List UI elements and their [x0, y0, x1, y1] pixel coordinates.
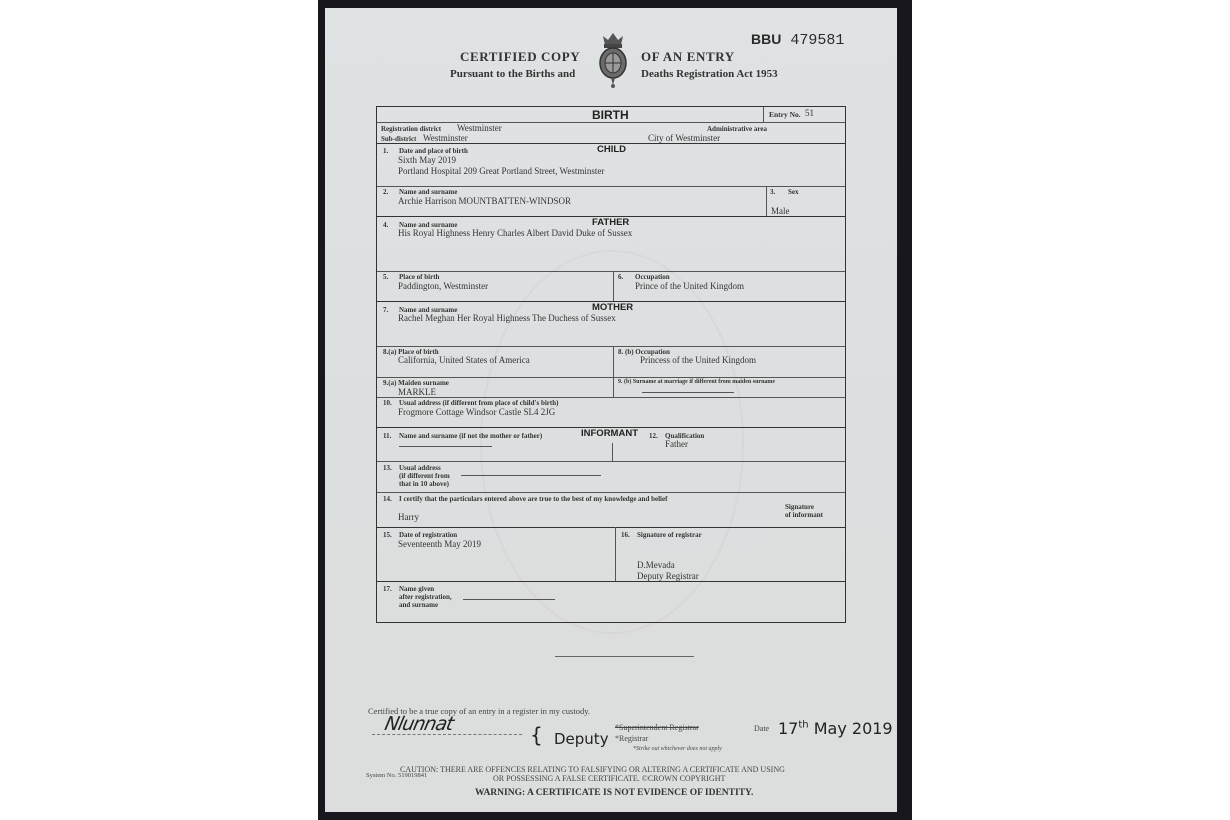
field-8a-label: 8.(a) Place of birth: [383, 348, 439, 356]
strike-out-note: *Strike out whichever does not apply: [633, 746, 722, 752]
informant-signature: Harry: [398, 512, 419, 522]
field-9b-blank-line: [642, 392, 734, 393]
mother-usual-address: Frogmore Cottage Windsor Castle SL4 2JG: [398, 407, 556, 417]
royal-crest-icon: [597, 31, 629, 89]
option-registrar: *Registrar: [615, 734, 649, 743]
field-17-number: 17.: [383, 585, 392, 593]
field-13-blank-line: [461, 475, 601, 476]
administrative-area-value: City of Westminster: [648, 133, 721, 143]
field-1-number: 1.: [383, 147, 389, 155]
form-title: BIRTH: [592, 108, 629, 122]
certifier-signature: Nlunnat: [382, 713, 456, 735]
father-name: His Royal Highness Henry Charles Albert David Duke of Sussex: [398, 228, 633, 238]
section-informant: INFORMANT: [581, 428, 638, 439]
administrative-area-label: Administrative area: [707, 125, 767, 133]
field-16-label: Signature of registrar: [637, 531, 702, 539]
serial-number: [751, 31, 844, 49]
registration-district-label: Registration district: [381, 125, 442, 133]
system-number: System No. 519019841: [366, 772, 428, 779]
field-14-label: I certify that the particulars entered above are true to the best of my knowledge and belief: [399, 495, 668, 503]
father-occupation: Prince of the United Kingdom: [635, 281, 744, 291]
field-4-number: 4.: [383, 221, 389, 229]
field-9a-label: 9.(a) Maiden surname: [383, 379, 449, 387]
field-1-label: Date and place of birth: [399, 147, 468, 155]
date-suffix: th: [798, 719, 809, 731]
field-11-number: 11.: [383, 432, 392, 440]
field-6-label: Occupation: [635, 273, 670, 281]
field-5-label: Place of birth: [399, 273, 440, 281]
field-10-number: 10.: [383, 399, 392, 407]
title-right: OF AN ENTRY: [641, 49, 735, 64]
child-sex: Male: [771, 206, 790, 216]
birth-entry-form: [376, 106, 846, 623]
section-child: CHILD: [597, 144, 627, 155]
field-14-number: 14.: [383, 495, 392, 503]
registration-district-value: Westminster: [457, 123, 502, 133]
field-15-number: 15.: [383, 531, 392, 539]
field-7-number: 7.: [383, 306, 389, 314]
field-12-label: Qualification: [665, 432, 705, 440]
handwritten-date: [778, 719, 893, 738]
caution-line-1: CAUTION: THERE ARE OFFENCES RELATING TO FALSIFYING OR ALTERING A CERTIFICATE AND USING: [400, 765, 785, 774]
caution-line-2: OR POSSESSING A FALSE CERTIFICATE. ©CROWN COPYRIGHT: [493, 774, 726, 783]
title-left: CERTIFIED COPY: [460, 49, 581, 64]
registrar-title: Deputy Registrar: [637, 571, 699, 581]
field-16-number: 16.: [621, 531, 630, 539]
child-place-of-birth: Portland Hospital 209 Great Portland Street, Westminster: [398, 166, 605, 176]
mother-occupation: Princess of the United Kingdom: [640, 355, 756, 365]
informant-qualification: Father: [665, 439, 688, 449]
date-rest: May 2019: [813, 719, 893, 738]
signature-label-line2: of informant: [785, 511, 823, 519]
field-3-number: 3.: [770, 188, 776, 196]
child-name: Archie Harrison MOUNTBATTEN-WINDSOR: [398, 196, 571, 206]
father-place-of-birth: Paddington, Westminster: [398, 281, 489, 291]
field-13-number: 13.: [383, 464, 392, 472]
sub-district-value: Westminster: [423, 133, 468, 143]
serial-prefix: BBU: [751, 31, 782, 47]
field-5-number: 5.: [383, 273, 389, 281]
brace: {: [530, 723, 543, 747]
sub-district-label: Sub-district: [381, 135, 417, 143]
field-17-label-line3: and surname: [399, 601, 439, 609]
field-8b-label: 8. (b) Occupation: [618, 348, 670, 356]
certification-statement: Certified to be a true copy of an entry in a register in my custody.: [368, 706, 591, 716]
field-13-label-line2: (if different from: [399, 472, 450, 480]
field-6-number: 6.: [618, 273, 624, 281]
child-date-of-birth: Sixth May 2019: [398, 155, 457, 165]
field-9b-label: 9. (b) Surname at marriage if different from maiden surname: [618, 379, 776, 385]
field-4-label: Name and surname: [399, 221, 458, 229]
field-15-label: Date of registration: [399, 531, 458, 539]
signature-label-line1: Signature: [785, 503, 815, 511]
serial-digits: 479581: [790, 32, 845, 49]
field-7-label: Name and surname: [399, 306, 458, 314]
section-father: FATHER: [592, 217, 630, 228]
field-11-label: Name and surname (if not the mother or father): [399, 432, 543, 440]
field-17-label-line2: after registration,: [399, 593, 452, 601]
subtitle-left: Pursuant to the Births and: [450, 68, 576, 80]
option-superintendent-registrar: *Superintendent Registrar: [615, 723, 699, 732]
date-label: Date: [754, 724, 770, 733]
handwritten-role: Deputy: [554, 730, 609, 748]
field-17-label-line1: Name given: [399, 585, 435, 593]
field-2-label: Name and surname: [399, 188, 458, 196]
identity-warning: WARNING: A CERTIFICATE IS NOT EVIDENCE OF IDENTITY.: [475, 788, 754, 798]
date-day: 17: [778, 719, 799, 738]
separator-line: [555, 656, 694, 657]
section-mother: MOTHER: [592, 302, 634, 313]
field-10-label: Usual address (if different from place of child's birth): [399, 399, 559, 407]
date-of-registration: Seventeenth May 2019: [398, 539, 481, 549]
field-12-number: 12.: [649, 432, 658, 440]
field-17-blank-line: [463, 599, 555, 600]
field-11-blank-line: [399, 446, 492, 447]
entry-no-label: Entry No.: [769, 110, 801, 119]
mother-maiden-surname: MARKLE: [398, 387, 436, 397]
field-13-label-line1: Usual address: [399, 464, 441, 472]
registrar-name: D.Mevada: [637, 560, 675, 570]
field-13-label-line3: that in 10 above): [399, 480, 449, 488]
entry-no-value: 51: [805, 108, 814, 118]
subtitle-right: Deaths Registration Act 1953: [641, 68, 778, 80]
mother-name: Rachel Meghan Her Royal Highness The Duchess of Sussex: [398, 313, 616, 323]
field-3-label: Sex: [788, 188, 799, 196]
mother-place-of-birth: California, United States of America: [398, 355, 530, 365]
field-2-number: 2.: [383, 188, 389, 196]
